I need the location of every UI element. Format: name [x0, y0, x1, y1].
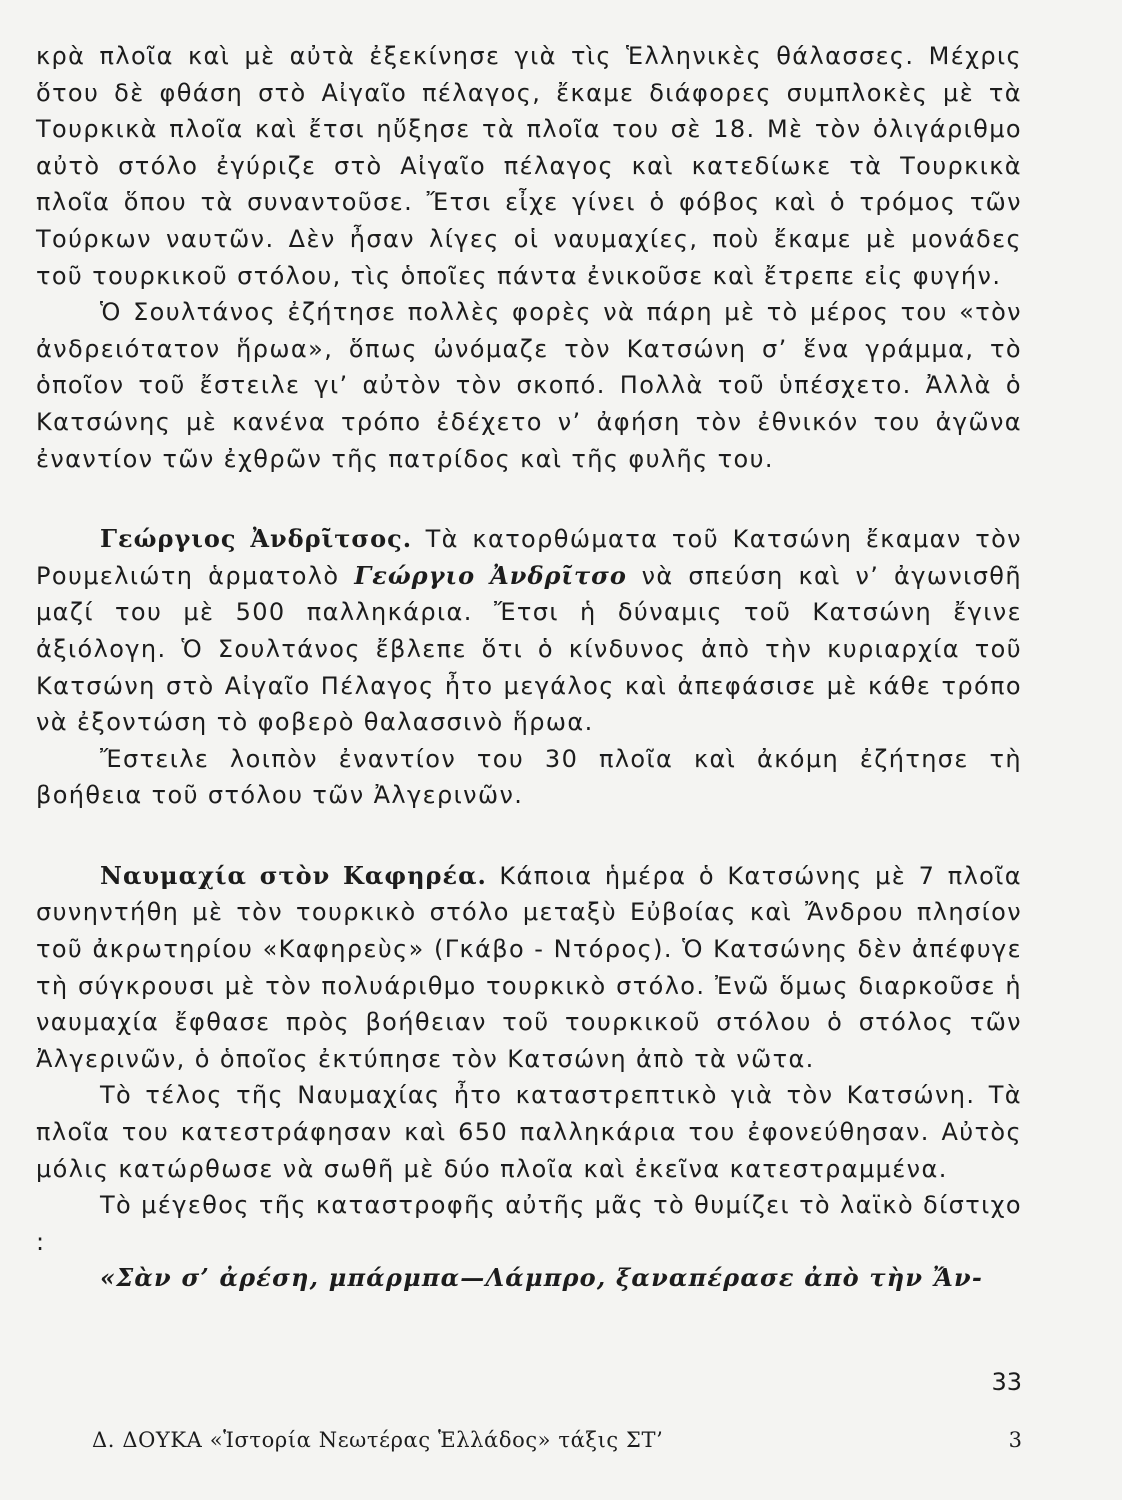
- signature-mark: 3: [1008, 1428, 1022, 1452]
- paragraph-5-text: Κάποια ἡμέρα ὁ Κατσώνης μὲ 7 πλοῖα συνηντήθη μὲ τὸν τουρκικὸ στόλο μεταξὺ Εὐβοίας καὶ Ἄνδρου πλησίον τοῦ ἀκρωτηρίου «Καφηρεὺς» (Γκάβο - Ντόρος). Ὁ Κατσώνης δὲν ἀπέφυγε τὴ σύγκρουσι μὲ τὸν πολυάριθμο τουρκικὸ στόλο. Ἐνῶ ὅμως διαρκοῦσε ἡ ναυμαχία ἔφθασε πρὸς βοήθειαν τοῦ τουρκικοῦ στόλου ὁ στόλος τῶν Ἀλγερινῶν, ὁ ὁποῖος ἐκτύπησε τὸν Κατσώνη ἀπὸ τὰ νῶτα.: [36, 861, 1022, 1073]
- page-body: [36, 38, 1022, 1297]
- footer-title: Δ. ΔΟΥΚΑ «Ἱστορία Νεωτέρας Ἑλλάδος» τάξις ΣΤ’: [92, 1428, 664, 1452]
- paragraph-3-text-b: νὰ σπεύση καὶ ν’ ἀγωνισθῆ μαζί του μὲ 500 παλληκάρια. Ἔτσι ἡ δύναμις τοῦ Κατσώνη ἔγινε ἀξιόλογη. Ὁ Σουλτάνος ἔβλεπε ὅτι ὁ κίνδυνος ἀπὸ τὴν κυριαρχία τοῦ Κατσώνη στὸ Αἰγαῖο Πέλαγος ἦτο μεγάλος καὶ ἀπεφάσισε μὲ κάθε τρόπο νὰ ἐξοντώση τὸ φοβερὸ θαλασσινὸ ἥρωα.: [36, 561, 1023, 737]
- paragraph-1: κρὰ πλοῖα καὶ μὲ αὐτὰ ἐξεκίνησε γιὰ τὶς Ἑλληνικὲς θάλασσες. Μέχρις ὅτου δὲ φθάση στὸ Αἰγαῖο πέλαγος, ἔκαμε διάφορες συμπλοκὲς μὲ τὰ Τουρκικὰ πλοῖα καὶ ἔτσι ηὔξησε τὰ πλοῖα του σὲ 18. Μὲ τὸν ὀλιγάριθμο αὐτὸ στόλο ἐγύριζε στὸ Αἰγαῖο πέλαγος καὶ κατεδίωκε τὰ Τουρκικὰ πλοῖα ὅπου τὰ συναντοῦσε. Ἔτσι εἶχε γίνει ὁ φόβος καὶ ὁ τρόμος τῶν Τούρκων ναυτῶν. Δὲν ἦσαν λίγες οἱ ναυμαχίες, ποὺ ἔκαμε μὲ μονάδες τοῦ τουρκικοῦ στόλου, τὶς ὁποῖες πάντα ἐνικοῦσε καὶ ἔτρεπε εἰς φυγήν.: [36, 42, 1022, 290]
- paragraph-2: Ὁ Σουλτάνος ἐζήτησε πολλὲς φορὲς νὰ πάρη μὲ τὸ μέρος του «τὸν ἀνδρειότατον ἥρωα», ὅπως ὠνόμαζε τὸν Κατσώνη σ’ ἕνα γράμμα, τὸ ὁποῖον τοῦ ἔστειλε γι’ αὐτὸν τὸν σκοπό. Πολλὰ τοῦ ὑπέσχετο. Ἀλλὰ ὁ Κατσώνης μὲ κανένα τρόπο ἐδέχετο ν’ ἀφήση τὸν ἐθνικόν του ἀγῶνα ἐναντίον τῶν ἐχθρῶν τῆς πατρίδος καὶ τῆς φυλῆς του.: [36, 298, 1022, 473]
- emphasized-name: Γεώργιο Ἀνδρῖτσο: [354, 560, 627, 590]
- section-heading-andritsos: Γεώργιος Ἀνδρῖτσος.: [100, 524, 413, 554]
- paragraph-4: Ἔστειλε λοιπὸν ἐναντίον του 30 πλοῖα καὶ ἀκόμη ἐζήτησε τὴ βοήθεια τοῦ στόλου τῶν Ἀλγερινῶν.: [36, 744, 1022, 810]
- paragraph-5: [36, 858, 1022, 1078]
- folk-verse: «Σὰν σ’ ἀρέση, μπάρμπα—Λάμπρο, ξαναπέρασε ἀπὸ τὴν Ἄν-: [100, 1263, 983, 1293]
- paragraph-3: [36, 521, 1022, 741]
- paragraph-7: Τὸ μέγεθος τῆς καταστροφῆς αὐτῆς μᾶς τὸ θυμίζει τὸ λαϊκὸ δίστιχο :: [36, 1191, 1022, 1256]
- page-number: 33: [991, 1368, 1022, 1396]
- paragraph-3-text-a: Τὰ κατορθώματα τοῦ Κατσώνη ἔκαμαν τὸν Ρουμελιώτη ἁρματολὸ: [36, 525, 1022, 590]
- section-heading-naval-battle: Ναυμαχία στὸν Καφηρέα.: [100, 860, 487, 890]
- paragraph-6: Τὸ τέλος τῆς Ναυμαχίας ἦτο καταστρεπτικὸ γιὰ τὸν Κατσώνη. Τὰ πλοῖα του κατεστράφησαν καὶ 650 παλληκάρια του ἐφονεύθησαν. Αὐτὸς μόλις κατώρθωσε νὰ σωθῆ μὲ δύο πλοῖα καὶ ἐκεῖνα κατεστραμμένα.: [36, 1081, 1022, 1183]
